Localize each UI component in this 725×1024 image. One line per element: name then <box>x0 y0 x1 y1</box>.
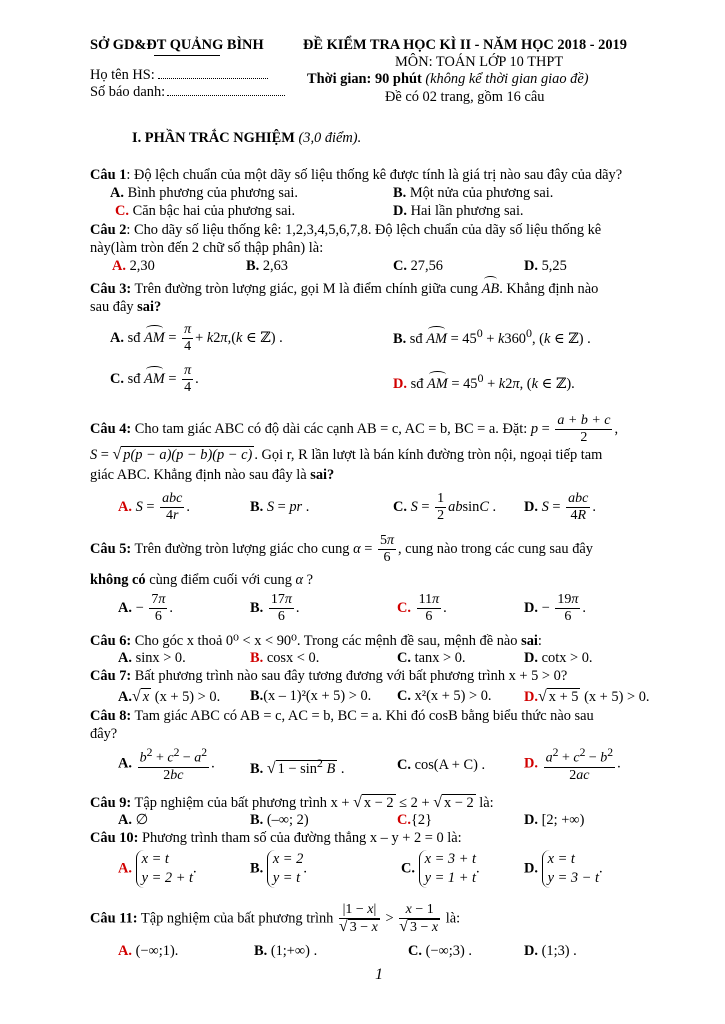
q10-stem: Câu 10: Phương trình tham số của đường thẳng x – y + 2 = 0 là: <box>90 830 462 846</box>
q4-stem-line2: S = √ p(p − a)(p − b)(p − c) . Gọi r, R lần lượt là bán kính đường tròn nội, ngoại tiếp tam <box>90 446 603 463</box>
q6-stem: Câu 6: Cho góc x thoả 0⁰ < x < 90⁰. Trong các mệnh đề sau, mệnh đề nào sai: <box>90 633 542 649</box>
q8-option-a[interactable]: A. $\frac{b^2 + c^2 - a^2}{2bc}$ . <box>118 746 215 783</box>
q1-label: Câu 1 <box>90 167 127 183</box>
q5-option-d[interactable]: D. − $\frac{19\pi}{6}$ . <box>524 592 586 624</box>
time-note: (không kể thời gian giao đề) <box>425 71 589 87</box>
q1-option-d[interactable]: D. Hai lần phương sai. <box>393 203 524 219</box>
exam-title: ĐỀ KIỂM TRA HỌC KÌ II - NĂM HỌC 2018 - 2019 <box>303 37 627 53</box>
q2-stem-line1: Câu 2: Cho dãy số liệu thống kê: 1,2,3,4,5,6,7,8. Độ lệch chuẩn của dãy số liệu thống kê <box>90 222 602 238</box>
q2-option-a[interactable]: A. 2,30 <box>112 258 155 274</box>
q3-option-a[interactable]: A. sđ AM = $\frac{\pi}{4}$ + k2π,(k ∈ ℤ) . <box>110 322 283 354</box>
q8-option-d[interactable]: D. $\frac{a^2 + c^2 - b^2}{2ac}$ . <box>524 746 621 783</box>
q7-option-b[interactable]: B.(x – 1)²(x + 5) > 0. <box>250 688 372 704</box>
q9-option-b[interactable]: B. (–∞; 2) <box>250 812 309 828</box>
q9-option-a[interactable]: A. ∅ <box>118 812 149 828</box>
q8-option-b[interactable]: B. √ $1 - \sin^2 B$ . <box>250 756 345 777</box>
section-points: (3,0 điểm). <box>298 130 362 146</box>
page-number: 1 <box>375 966 383 983</box>
q5-option-a[interactable]: A. − $\frac{7\pi}{6}$ . <box>118 592 173 624</box>
q3-stem-line2: sau đây sai? <box>90 299 162 315</box>
q1-text: : Độ lệch chuẩn của một dãy số liệu thống kê được tính là giá trị nào sau đây của dãy? <box>126 167 623 183</box>
q5-stem-line2: không có cùng điểm cuối với cung α ? <box>90 572 314 588</box>
q5-option-c[interactable]: C. $\frac{11\pi}{6}$ . <box>397 592 447 624</box>
q8-stem-line2: đây? <box>90 726 118 742</box>
q4-option-a[interactable]: A. S = $\frac{\text{abc}}{4r}$ . <box>118 491 190 523</box>
section-title: I. PHẦN TRẮC NGHIỆM <box>132 130 295 146</box>
q10-option-b[interactable]: B. x = 2 y = t . <box>250 851 307 886</box>
q4-stem-line1: Câu 4: Cho tam giác ABC có độ dài các cạnh AB = c, AC = b, BC = a. Đặt: p = $\frac{a + b + c}{2}$ , <box>90 413 619 445</box>
time-label: Thời gian: 90 phút <box>307 71 422 87</box>
q6-option-d[interactable]: D. cotx > 0. <box>524 650 593 666</box>
q2-option-b[interactable]: B. 2,63 <box>246 258 288 274</box>
q11-option-a[interactable]: A. (−∞;1). <box>118 943 179 959</box>
id-label: Số báo danh: <box>90 84 166 100</box>
q3-option-d[interactable]: D. sđ AM = $45^0 + k2\pi$, (k ∈ ℤ). <box>393 371 575 392</box>
q7-option-a[interactable]: A.√ x (x + 5) > 0. <box>118 688 221 705</box>
student-name-field[interactable] <box>90 67 268 84</box>
q10-option-c[interactable]: C. x = 3 + t y = 1 + t . <box>401 851 480 886</box>
q6-option-c[interactable]: C. tanx > 0. <box>397 650 466 666</box>
q3-option-c[interactable]: C. sđ AM = $\frac{\pi}{4}$ . <box>110 363 199 395</box>
q4-option-c[interactable]: C. S = $\frac{1}{2}$ absinC . <box>393 491 497 523</box>
q5-stem-line1: Câu 5: Trên đường tròn lượng giác cho cung α = $\frac{5\pi}{6}$ , cung nào trong các cung sau đây <box>90 533 593 565</box>
q5-option-b[interactable]: B. $\frac{17\pi}{6}$ . <box>250 592 300 624</box>
q1-option-c[interactable]: C. Căn bậc hai của phương sai. <box>115 203 296 219</box>
name-label: Họ tên HS: <box>90 67 155 83</box>
q1-stem <box>90 167 622 184</box>
section-heading <box>132 130 361 147</box>
q3-option-b[interactable]: B. sđ AM = $45^0 + k360^0$, (k ∈ ℤ) . <box>393 326 591 347</box>
time-line <box>307 71 589 88</box>
q6-option-b[interactable]: B. cosx < 0. <box>250 650 320 666</box>
q7-option-d[interactable]: D.√ x + 5 (x + 5) > 0. <box>524 688 650 705</box>
q9-option-c[interactable]: C.{2} <box>397 812 433 828</box>
q10-option-a[interactable]: A. x = t y = 2 + t . <box>118 851 197 886</box>
q3-stem-line1: Câu 3: Trên đường tròn lượng giác, gọi M là điểm chính giữa cung AB. Khẳng định nào <box>90 281 599 297</box>
q8-option-c[interactable]: C. cos(A + C) . <box>397 757 486 773</box>
q6-option-a[interactable]: A. sinx > 0. <box>118 650 186 666</box>
q11-option-b[interactable]: B. (1;+∞) . <box>254 943 318 959</box>
q4-option-b[interactable]: B. S = pr . <box>250 499 310 515</box>
q7-stem: Câu 7: Bất phương trình nào sau đây tương đương với bất phương trình x + 5 > 0? <box>90 668 568 684</box>
pages-info: Đề có 02 trang, gồm 16 câu <box>385 89 545 105</box>
q9-stem: Câu 9: Tập nghiệm của bất phương trình x + √ x − 2 ≤ 2 + √ x − 2 là: <box>90 794 494 811</box>
q9-option-d[interactable]: D. [2; +∞) <box>524 812 585 828</box>
dept-underline <box>154 55 220 56</box>
q4-option-d[interactable]: D. S = $\frac{\text{abc}}{4R}$ . <box>524 491 596 523</box>
subject: MÔN: TOÁN LỚP 10 THPT <box>395 54 564 70</box>
q11-option-c[interactable]: C. (−∞;3) . <box>408 943 472 959</box>
q10-option-d[interactable]: D. x = t y = 3 − t . <box>524 851 603 886</box>
q11-option-d[interactable]: D. (1;3) . <box>524 943 577 959</box>
q1-option-b[interactable]: B. Một nửa của phương sai. <box>393 185 554 201</box>
q2-option-d[interactable]: D. 5,25 <box>524 258 567 274</box>
q8-stem-line1: Câu 8: Tam giác ABC có AB = c, AC = b, BC = a. Khi đó cosB bằng biểu thức nào sau <box>90 708 594 724</box>
q11-stem: Câu 11: Tập nghiệm của bất phương trình $\frac{|1 - x|}{√ 3 - x}$ > $\frac{x - 1}{√ 3 - x}$ là: <box>90 902 461 935</box>
q2-stem-line2: này(làm tròn đến 2 chữ số thập phân) là: <box>90 240 324 256</box>
student-id-field[interactable] <box>90 84 285 101</box>
q1-option-a[interactable]: A. Bình phương của phương sai. <box>110 185 298 201</box>
dept-name: SỞ GD&ĐT QUẢNG BÌNH <box>90 37 264 53</box>
q7-option-c[interactable]: C. x²(x + 5) > 0. <box>397 688 492 704</box>
q4-stem-line3: giác ABC. Khẳng định nào sau đây là sai? <box>90 467 335 483</box>
q2-option-c[interactable]: C. 27,56 <box>393 258 443 274</box>
